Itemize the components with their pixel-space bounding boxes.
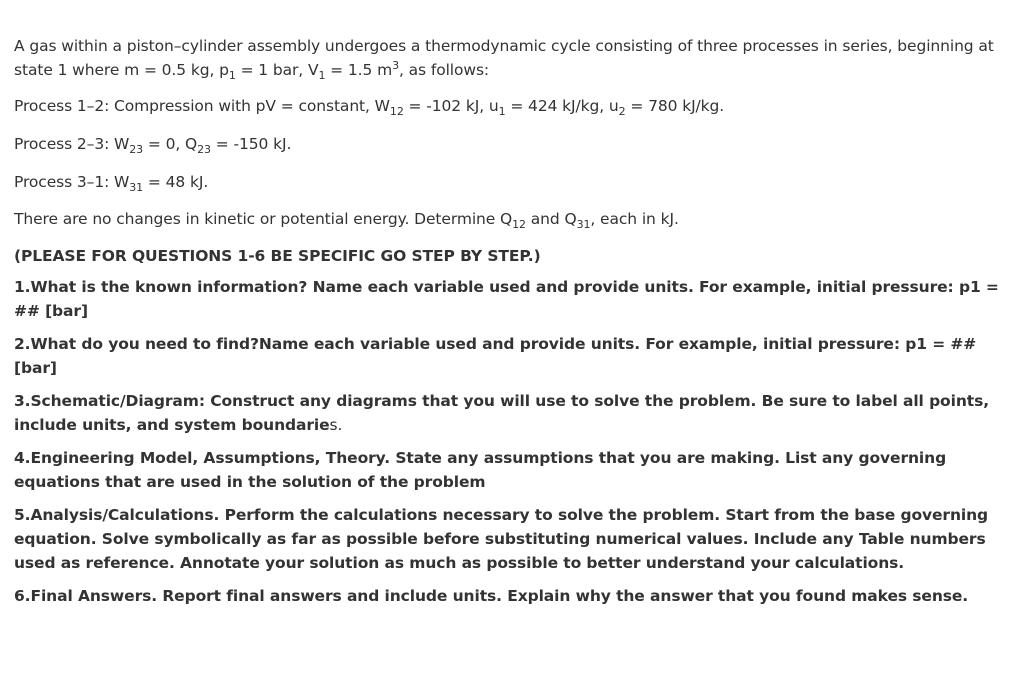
process-text: = 780 kJ/kg. bbox=[625, 97, 725, 115]
subscript-w23: 23 bbox=[129, 143, 144, 156]
process-3-1 bbox=[14, 170, 1010, 194]
process-2-3 bbox=[14, 132, 1010, 156]
question-3-tail: s. bbox=[329, 416, 343, 434]
intro-text: A gas within a piston–cylinder assembly undergoes a thermodynamic cycle consisting of three processes in series, beginning at state 1 where m = 0.5 kg, p bbox=[14, 37, 994, 79]
superscript-cubed: 3 bbox=[392, 59, 399, 72]
process-1-2 bbox=[14, 94, 1010, 118]
subscript-u2: 2 bbox=[618, 105, 626, 118]
problem-intro bbox=[14, 0, 1010, 82]
process-text: = -102 kJ, u bbox=[403, 97, 499, 115]
process-text: Process 3–1: W bbox=[14, 173, 130, 191]
problem-ask bbox=[14, 207, 1010, 231]
process-text: = 48 kJ. bbox=[143, 173, 209, 191]
question-3 bbox=[14, 389, 1010, 437]
subscript-q12: 12 bbox=[512, 218, 526, 231]
intro-text: = 1.5 m bbox=[325, 61, 393, 79]
subscript-u1: 1 bbox=[498, 105, 506, 118]
question-1: 1.What is the known information? Name each variable used and provide units. For example, initial pressure: p1 = ## [bar] bbox=[14, 278, 999, 320]
instructions-heading: (PLEASE FOR QUESTIONS 1-6 BE SPECIFIC GO STEP BY STEP.) bbox=[14, 247, 541, 265]
process-text: = 0, Q bbox=[143, 135, 198, 153]
subscript-q31: 31 bbox=[576, 218, 591, 231]
subscript-w31: 31 bbox=[129, 181, 144, 194]
question-3-text: 3.Schematic/Diagram: Construct any diagrams that you will use to solve the problem. Be sure to label all points, include units, and system boundarie bbox=[14, 392, 989, 434]
question-5: 5.Analysis/Calculations. Perform the calculations necessary to solve the problem. Start from the base governing equation. Solve symbolically as far as possible before substituting numerical values. Include any Table numbers used as reference. Annotate your solution as much as possible to better understand your calculations. bbox=[14, 506, 989, 572]
process-text: Process 1–2: Compression with pV = constant, W bbox=[14, 97, 390, 115]
subscript-w12: 12 bbox=[389, 105, 404, 118]
intro-text: = 1 bar, V bbox=[235, 61, 319, 79]
process-text: = -150 kJ. bbox=[210, 135, 292, 153]
subscript-q23: 23 bbox=[197, 143, 211, 156]
ask-text: There are no changes in kinetic or potential energy. Determine Q bbox=[14, 210, 513, 228]
ask-text: , each in kJ. bbox=[590, 210, 679, 228]
process-text: Process 2–3: W bbox=[14, 135, 130, 153]
intro-text: , as follows: bbox=[398, 61, 490, 79]
question-2: 2.What do you need to find?Name each variable used and provide units. For example, initial pressure: p1 = ## [bar] bbox=[14, 335, 977, 377]
subscript-v1: 1 bbox=[318, 69, 326, 82]
question-6: 6.Final Answers. Report final answers and include units. Explain why the answer that you found makes sense. bbox=[14, 587, 969, 605]
ask-text: and Q bbox=[525, 210, 577, 228]
process-text: = 424 kJ/kg, u bbox=[505, 97, 619, 115]
subscript-p1: 1 bbox=[228, 69, 236, 82]
question-4: 4.Engineering Model, Assumptions, Theory. State any assumptions that you are making. List any governing equations that are used in the solution of the problem bbox=[14, 449, 947, 491]
